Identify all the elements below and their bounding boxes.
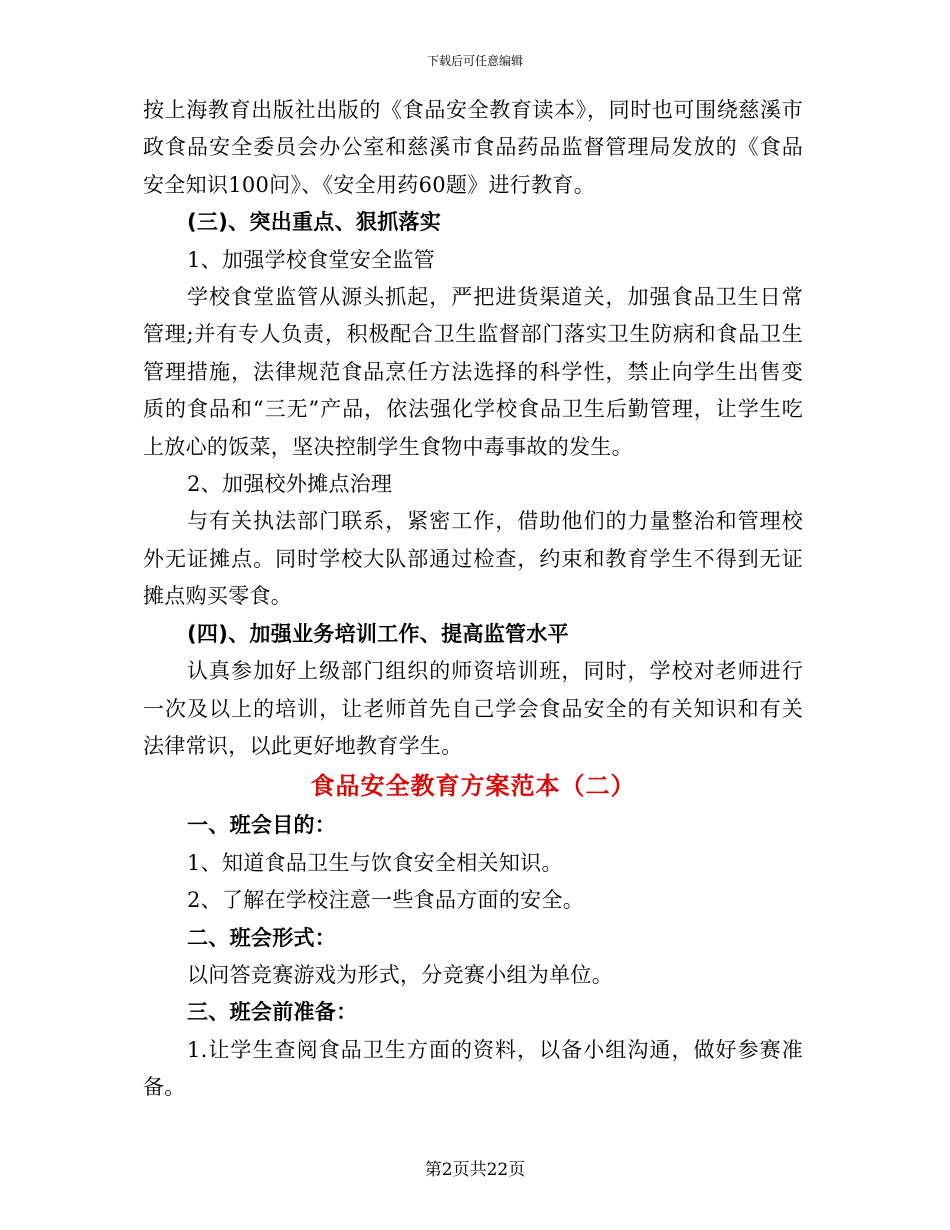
subheading-stalls: 2、加强校外摊点治理: [187, 472, 393, 497]
paragraph-canteen: 学校食堂监管从源头抓起，严把进货渠道关，加强食品卫生日常管理;并有专人负责，积极配合卫生监督部门落实卫生防病和食品卫生管理措施，法律规范食品烹任方法选择的科学性，禁止向学生出售变质的食品和“三无”产品，依法强化学校食品卫生后勤管理，让学生吃上放心的饭菜，坚决控制学生食物中毒事故的发生。: [143, 285, 803, 459]
paragraph-stalls: 与有关执法部门联系，紧密工作，借助他们的力量整治和管理校外无证摊点。同时学校大队部通过检查，约束和教育学生不得到无证摊点购买零食。: [143, 509, 803, 609]
document-body: [143, 92, 803, 1107]
section-heading-3: (三)、突出重点、狠抓落实: [187, 210, 442, 235]
heading-meeting-form: 二、班会形式：: [187, 925, 337, 950]
subheading-canteen: 1、加强学校食堂安全监管: [187, 247, 435, 272]
heading-meeting-purpose: 一、班会目的：: [187, 813, 337, 838]
paragraph-training: 认真参加好上级部门组织的师资培训班，同时，学校对老师进行一次及以上的培训，让老师首先自己学会食品安全的有关知识和有关法律常识，以此更好地教育学生。: [143, 659, 803, 758]
section-heading-4: (四)、加强业务培训工作、提高监管水平: [187, 621, 569, 646]
paragraph-meeting-form: 以问答竞赛游戏为形式，分竞赛小组为单位。: [187, 962, 613, 987]
page-footer-number: 第2页共22页: [424, 1160, 526, 1180]
purpose-item-2: 2、了解在学校注意一些食品方面的安全。: [187, 888, 585, 913]
purpose-item-1: 1、知道食品卫生与饮食安全相关知识。: [187, 850, 563, 875]
page-header-note: 下载后可任意编辑: [426, 54, 523, 68]
preparation-item-1: 1.让学生查阅食品卫生方面的资料，以备小组沟通，做好参赛准备。: [143, 1037, 803, 1100]
heading-preparation: 三、班会前准备：: [187, 1000, 358, 1025]
plan-title-two: 食品安全教育方案范本（二）: [310, 772, 636, 801]
paragraph-reading-materials: 按上海教育出版社出版的《食品安全教育读本》，同时也可围绕慈溪市政食品安全委员会办公室和慈溪市食品药品监督管理局发放的《食品安全知识100问》、《安全用药60题》进行教育。: [143, 98, 803, 197]
